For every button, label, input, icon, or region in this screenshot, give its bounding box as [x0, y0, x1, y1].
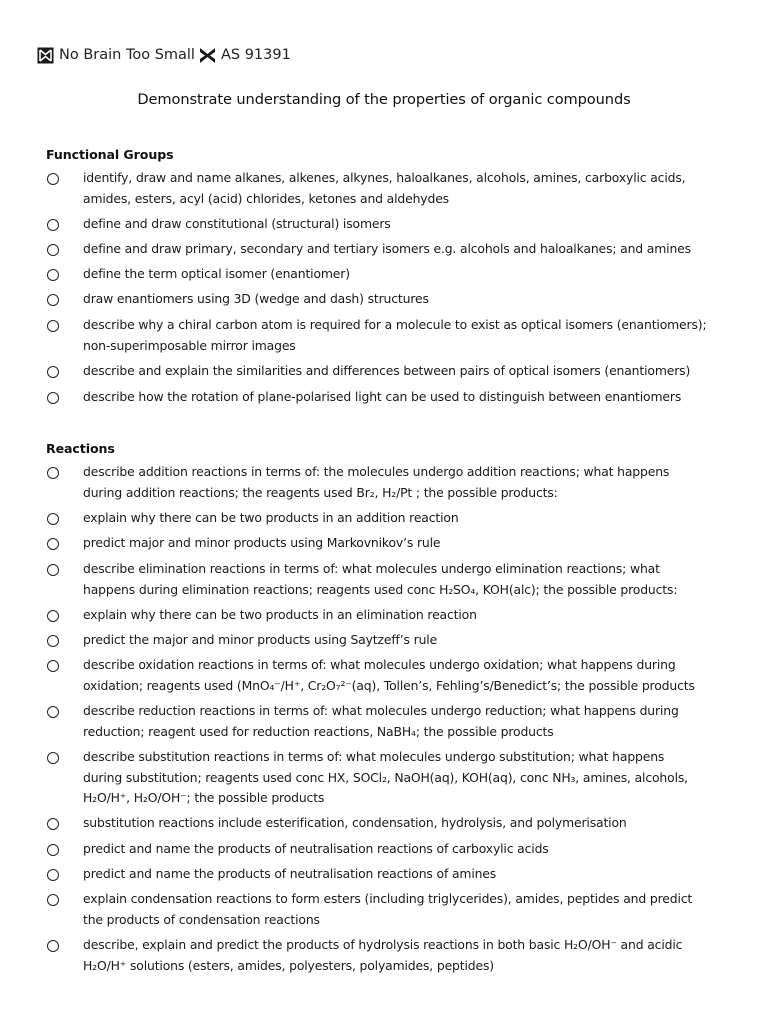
checklist-item-text	[83, 655, 743, 696]
checklist-item-text	[83, 361, 743, 382]
checkbox-circle-icon[interactable]	[47, 894, 59, 906]
checkbox-circle-icon[interactable]	[47, 844, 59, 856]
checklist-item-text	[83, 315, 743, 356]
checklist-item-text	[83, 839, 743, 860]
checkbox-circle-icon[interactable]	[47, 392, 59, 404]
checklist-item-text	[83, 214, 743, 235]
checklist-item-text	[83, 264, 743, 285]
checklist-item-line: describe substitution reactions in terms of: what molecules undergo substitution; what happens	[83, 749, 665, 764]
checklist-item-text	[83, 387, 743, 408]
brand-name: No Brain Too Small	[59, 47, 195, 63]
checkbox-circle-icon[interactable]	[47, 219, 59, 231]
checklist-item-text	[83, 239, 743, 260]
checkbox-circle-icon[interactable]	[47, 294, 59, 306]
page-header	[37, 44, 295, 66]
checklist-item-text	[83, 559, 743, 600]
checklist-item-text	[83, 168, 743, 209]
checklist-item-line: describe oxidation reactions in terms of: what molecules undergo oxidation; what happens during	[83, 657, 676, 672]
checklist-item-text	[83, 747, 743, 809]
checklist-item-text	[83, 864, 743, 885]
checkbox-circle-icon[interactable]	[47, 538, 59, 550]
checklist-item-line: non-superimposable mirror images	[83, 337, 296, 353]
checklist-item-line: reduction; reagent used for reduction reactions, NaBH₄; the possible products	[83, 723, 554, 739]
checkbox-circle-icon[interactable]	[47, 706, 59, 718]
checklist-item-line: explain condensation reactions to form esters (including triglycerides), amides, peptides and predict	[83, 891, 693, 906]
checkbox-circle-icon[interactable]	[47, 752, 59, 764]
checklist-item-line: describe, explain and predict the products of hydrolysis reactions in both basic H₂O/OH⁻ and acidic	[83, 937, 683, 952]
checklist-item-text	[83, 605, 743, 626]
checklist-item-line: H₂O/H⁺, H₂O/OH⁻; the possible products	[83, 790, 325, 805]
checkbox-circle-icon[interactable]	[47, 818, 59, 830]
brand-mark-icon	[199, 47, 216, 64]
checkbox-circle-icon[interactable]	[47, 320, 59, 332]
checklist-item-line: oxidation; reagents used (MnO₄⁻/H⁺, Cr₂O₇²⁻(aq), Tollen’s, Fehling’s/Benedict’s; the possible products	[83, 677, 695, 693]
checklist-item-text	[83, 508, 743, 529]
checkbox-circle-icon[interactable]	[47, 869, 59, 881]
brand-logo-icon	[37, 47, 54, 64]
checklist-item-line: define and draw constitutional (structural) isomers	[83, 216, 391, 231]
checklist-item-line: predict and name the products of neutralisation reactions of carboxylic acids	[83, 841, 549, 856]
checklist-item-line: describe reduction reactions in terms of: what molecules undergo reduction; what happens during	[83, 703, 679, 718]
checkbox-circle-icon[interactable]	[47, 635, 59, 647]
checklist-item-line: explain why there can be two products in an elimination reaction	[83, 607, 477, 622]
checklist-item-line: during addition reactions; the reagents used Br₂, H₂/Pt ; the possible products:	[83, 484, 558, 500]
checklist-item-line: substitution reactions include esterification, condensation, hydrolysis, and polymerisation	[83, 815, 627, 830]
checklist-item-line: predict the major and minor products using Saytzeff’s rule	[83, 632, 438, 647]
checklist-item-line: identify, draw and name alkanes, alkenes, alkynes, haloalkanes, alcohols, amines, carboxylic acids,	[83, 170, 686, 185]
checkbox-circle-icon[interactable]	[47, 564, 59, 576]
checkbox-circle-icon[interactable]	[47, 467, 59, 479]
checklist-item-line: predict and name the products of neutralisation reactions of amines	[83, 866, 497, 881]
checklist-item-line: explain why there can be two products in an addition reaction	[83, 510, 459, 525]
checkbox-circle-icon[interactable]	[47, 940, 59, 952]
checklist-item-line: happens during elimination reactions; reagents used conc H₂SO₄, KOH(alc); the possible products:	[83, 581, 678, 597]
checklist-item-line: amides, esters, acyl (acid) chlorides, ketones and aldehydes	[83, 190, 449, 206]
checkbox-circle-icon[interactable]	[47, 244, 59, 256]
standard-code: AS 91391	[220, 47, 291, 63]
checklist-item-line: describe addition reactions in terms of: the molecules undergo addition reactions; what happens	[83, 464, 670, 479]
checkbox-circle-icon[interactable]	[47, 269, 59, 281]
checklist-item-line: define and draw primary, secondary and tertiary isomers e.g. alcohols and haloalkanes; and amines	[83, 241, 691, 256]
checklist-item-text	[83, 813, 743, 834]
checklist-item-line: define the term optical isomer (enantiomer)	[83, 266, 350, 281]
checklist-item-line: describe how the rotation of plane-polarised light can be used to distinguish between enantiomers	[83, 389, 682, 404]
checklist-item-line: during substitution; reagents used conc HX, SOCl₂, NaOH(aq), KOH(aq), conc NH₃, amines, alcohols,	[83, 769, 688, 785]
checklist-item-line: describe why a chiral carbon atom is required for a molecule to exist as optical isomers (enantiomers);	[83, 317, 707, 332]
checklist-item-text	[83, 630, 743, 651]
checkbox-circle-icon[interactable]	[47, 610, 59, 622]
checklist-item-text	[83, 889, 743, 930]
checkbox-circle-icon[interactable]	[47, 660, 59, 672]
checklist-item-line: H₂O/H⁺ solutions (esters, amides, polyesters, polyamides, peptides)	[83, 957, 494, 973]
checklist-item-line: predict major and minor products using Markovnikov’s rule	[83, 535, 441, 550]
checkbox-circle-icon[interactable]	[47, 366, 59, 378]
checklist-item-line: the products of condensation reactions	[83, 911, 320, 927]
checkbox-circle-icon[interactable]	[47, 173, 59, 185]
checkbox-circle-icon[interactable]	[47, 513, 59, 525]
checklist-item-text	[83, 462, 743, 503]
checklist-item-text	[83, 701, 743, 742]
section-heading: Reactions	[46, 441, 115, 456]
section-heading: Functional Groups	[46, 147, 174, 162]
checklist-item-text	[83, 533, 743, 554]
checklist-item-line: describe and explain the similarities and differences between pairs of optical isomers (enantiomers)	[83, 363, 691, 378]
page-title: Demonstrate understanding of the properties of organic compounds	[137, 91, 631, 108]
checklist-item-text	[83, 289, 743, 310]
checklist-item-line: describe elimination reactions in terms of: what molecules undergo elimination reactions; what	[83, 561, 660, 576]
checklist-item-line: draw enantiomers using 3D (wedge and dash) structures	[83, 291, 429, 306]
checklist-item-text	[83, 935, 743, 976]
